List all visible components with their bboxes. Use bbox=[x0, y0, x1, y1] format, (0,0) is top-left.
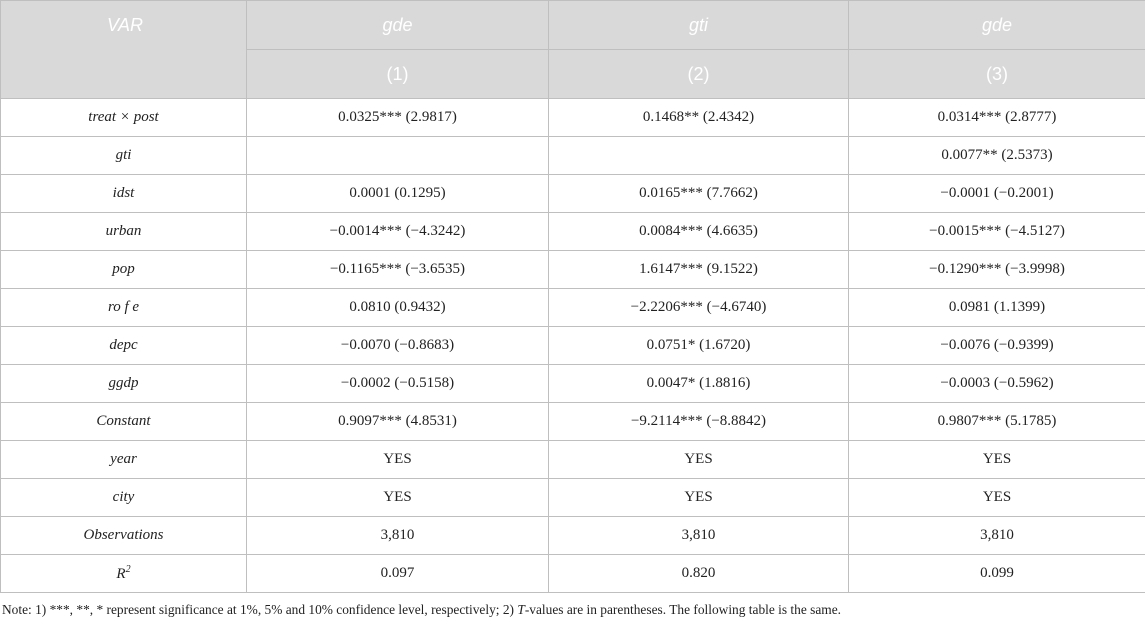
dep-var-header-3: gde bbox=[849, 1, 1145, 50]
row-variable: urban bbox=[1, 213, 247, 251]
model-number-3: (3) bbox=[849, 50, 1145, 99]
cell-model-1: −0.0014*** (−4.3242) bbox=[247, 213, 549, 251]
cell-model-3: 0.0981 (1.1399) bbox=[849, 289, 1145, 327]
table-row bbox=[1, 213, 1145, 251]
table-row bbox=[1, 403, 1145, 441]
cell-model-1: 0.0001 (0.1295) bbox=[247, 175, 549, 213]
cell-model-3: 3,810 bbox=[849, 517, 1145, 555]
cell-model-2: 0.0751* (1.6720) bbox=[549, 327, 849, 365]
table-row bbox=[1, 251, 1145, 289]
cell-model-2: −9.2114*** (−8.8842) bbox=[549, 403, 849, 441]
row-variable: pop bbox=[1, 251, 247, 289]
table-row bbox=[1, 175, 1145, 213]
row-variable: depc bbox=[1, 327, 247, 365]
cell-model-2: 0.0084*** (4.6635) bbox=[549, 213, 849, 251]
table-row bbox=[1, 289, 1145, 327]
model-number-1: (1) bbox=[247, 50, 549, 99]
cell-model-2: 0.0047* (1.8816) bbox=[549, 365, 849, 403]
cell-model-1 bbox=[247, 137, 549, 175]
cell-model-2: 1.6147*** (9.1522) bbox=[549, 251, 849, 289]
cell-model-2: YES bbox=[549, 441, 849, 479]
table-row bbox=[1, 327, 1145, 365]
r2-base: R bbox=[116, 566, 126, 582]
table-row bbox=[1, 479, 1145, 517]
cell-model-3: 0.0314*** (2.8777) bbox=[849, 99, 1145, 137]
note-text-italic: T bbox=[517, 602, 525, 617]
cell-model-1: −0.0070 (−0.8683) bbox=[247, 327, 549, 365]
note-text-before: Note: 1) ***, **, * represent significance at 1%, 5% and 10% confidence level, respectively; 2) bbox=[2, 602, 518, 617]
cell-model-3: −0.0001 (−0.2001) bbox=[849, 175, 1145, 213]
table-header bbox=[1, 1, 1145, 99]
table-body bbox=[1, 99, 1145, 593]
cell-model-1: −0.1165*** (−3.6535) bbox=[247, 251, 549, 289]
table-row bbox=[1, 517, 1145, 555]
cell-model-2 bbox=[549, 137, 849, 175]
cell-model-1: 0.0325*** (2.9817) bbox=[247, 99, 549, 137]
cell-model-3: −0.0076 (−0.9399) bbox=[849, 327, 1145, 365]
row-variable: ggdp bbox=[1, 365, 247, 403]
table-note bbox=[2, 602, 841, 618]
cell-model-3: −0.0003 (−0.5962) bbox=[849, 365, 1145, 403]
cell-model-3: 0.099 bbox=[849, 555, 1145, 593]
cell-model-2: YES bbox=[549, 479, 849, 517]
dep-var-header-1: gde bbox=[247, 1, 549, 50]
cell-model-1: YES bbox=[247, 479, 549, 517]
r2-superscript: 2 bbox=[125, 564, 131, 575]
cell-model-3: −0.1290*** (−3.9998) bbox=[849, 251, 1145, 289]
cell-model-2: 0.820 bbox=[549, 555, 849, 593]
row-variable: gti bbox=[1, 137, 247, 175]
row-variable: ro f e bbox=[1, 289, 247, 327]
table-row bbox=[1, 365, 1145, 403]
cell-model-3: −0.0015*** (−4.5127) bbox=[849, 213, 1145, 251]
table-row bbox=[1, 441, 1145, 479]
dep-var-header-2: gti bbox=[549, 1, 849, 50]
row-variable: Observations bbox=[1, 517, 247, 555]
cell-model-2: −2.2206*** (−4.6740) bbox=[549, 289, 849, 327]
cell-model-3: YES bbox=[849, 479, 1145, 517]
table-row-r2 bbox=[1, 555, 1145, 593]
note-text-after: -values are in parentheses. The following table is the same. bbox=[524, 602, 842, 617]
model-number-2: (2) bbox=[549, 50, 849, 99]
cell-model-3: YES bbox=[849, 441, 1145, 479]
table-row bbox=[1, 99, 1145, 137]
row-variable: idst bbox=[1, 175, 247, 213]
cell-model-1: YES bbox=[247, 441, 549, 479]
cell-model-2: 0.1468** (2.4342) bbox=[549, 99, 849, 137]
cell-model-3: 0.0077** (2.5373) bbox=[849, 137, 1145, 175]
cell-model-2: 3,810 bbox=[549, 517, 849, 555]
cell-model-1: −0.0002 (−0.5158) bbox=[247, 365, 549, 403]
var-column-header: VAR bbox=[1, 1, 247, 99]
cell-model-3: 0.9807*** (5.1785) bbox=[849, 403, 1145, 441]
row-variable: treat × post bbox=[1, 99, 247, 137]
row-variable: city bbox=[1, 479, 247, 517]
row-variable-r2 bbox=[1, 555, 247, 593]
cell-model-2: 0.0165*** (7.7662) bbox=[549, 175, 849, 213]
cell-model-1: 0.0810 (0.9432) bbox=[247, 289, 549, 327]
cell-model-1: 0.9097*** (4.8531) bbox=[247, 403, 549, 441]
table-row bbox=[1, 137, 1145, 175]
cell-model-1: 0.097 bbox=[247, 555, 549, 593]
cell-model-1: 3,810 bbox=[247, 517, 549, 555]
row-variable: Constant bbox=[1, 403, 247, 441]
row-variable: year bbox=[1, 441, 247, 479]
